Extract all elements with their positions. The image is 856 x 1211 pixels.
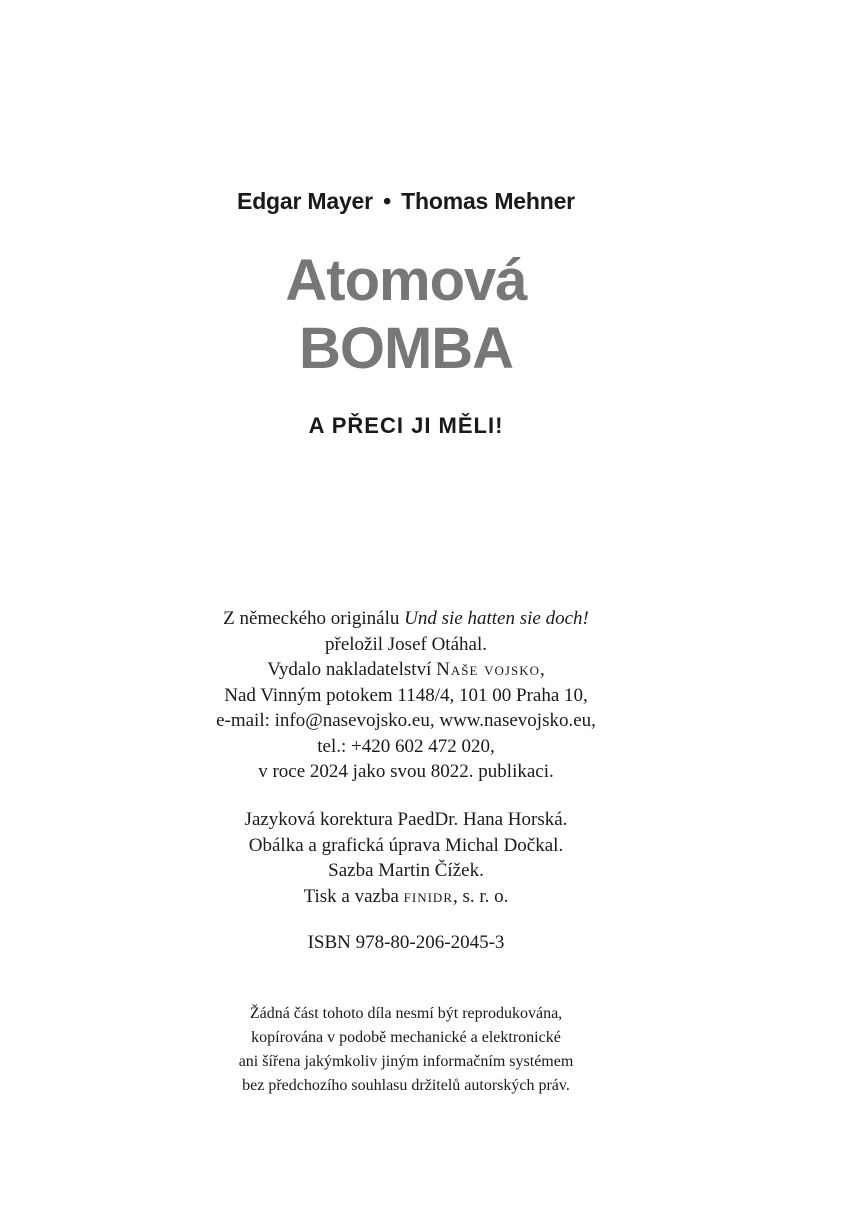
notice-line: kopírována v podobě mechanické a elektronické <box>251 1029 561 1046</box>
proofreading-line: Jazyková korektura PaedDr. Hana Horská. <box>244 809 568 830</box>
original-title: Und sie hatten sie doch! <box>404 608 589 629</box>
publisher-name: Naše vojsko <box>436 659 540 680</box>
book-subtitle: A PŘECI JI MĚLI! <box>308 413 504 438</box>
copyright-notice <box>0 1002 812 1098</box>
book-title-line-2: BOMBA <box>298 316 514 381</box>
typesetting-line: Sazba Martin Čížek. <box>328 860 484 881</box>
author-name: Thomas Mehner <box>401 188 575 214</box>
phone-line: tel.: +420 602 472 020, <box>317 735 495 757</box>
notice-line: Žádná část tohoto díla nesmí být reprodukována, <box>249 1005 563 1022</box>
author-separator: • <box>383 188 391 214</box>
publisher-line <box>0 657 812 683</box>
book-title-line-1: Atomová <box>285 248 527 313</box>
printing-line <box>0 884 812 910</box>
translation-line <box>0 606 812 632</box>
publisher-suffix: , <box>539 659 545 680</box>
printer-suffix: , s. r. o. <box>453 885 509 907</box>
isbn-line: ISBN 978-80-206-2045-3 <box>307 932 505 953</box>
translator-line: přeložil Josef Otáhal. <box>325 633 487 655</box>
printer-name: finidr <box>403 885 453 907</box>
cover-design-line: Obálka a grafická úprava Michal Dočkal. <box>248 834 564 856</box>
authors-line <box>0 188 812 215</box>
imprint-block <box>0 606 812 785</box>
contact-line: e-mail: info@nasevojsko.eu, www.nasevojsko.eu, <box>216 710 596 731</box>
translation-prefix: Z německého originálu <box>223 608 405 629</box>
print-prefix: Tisk a vazba <box>303 885 404 907</box>
credits-block <box>0 807 812 909</box>
author-name: Edgar Mayer <box>237 188 373 214</box>
notice-line: ani šířena jakýmkoliv jiným informačním systémem <box>238 1053 574 1070</box>
address-line: Nad Vinným potokem 1148/4, 101 00 Praha 10, <box>224 684 588 706</box>
notice-line: bez předchozího souhlasu držitelů autorských práv. <box>242 1077 570 1094</box>
publisher-prefix: Vydalo nakladatelství <box>267 659 437 680</box>
edition-line: v roce 2024 jako svou 8022. publikaci. <box>258 761 554 782</box>
